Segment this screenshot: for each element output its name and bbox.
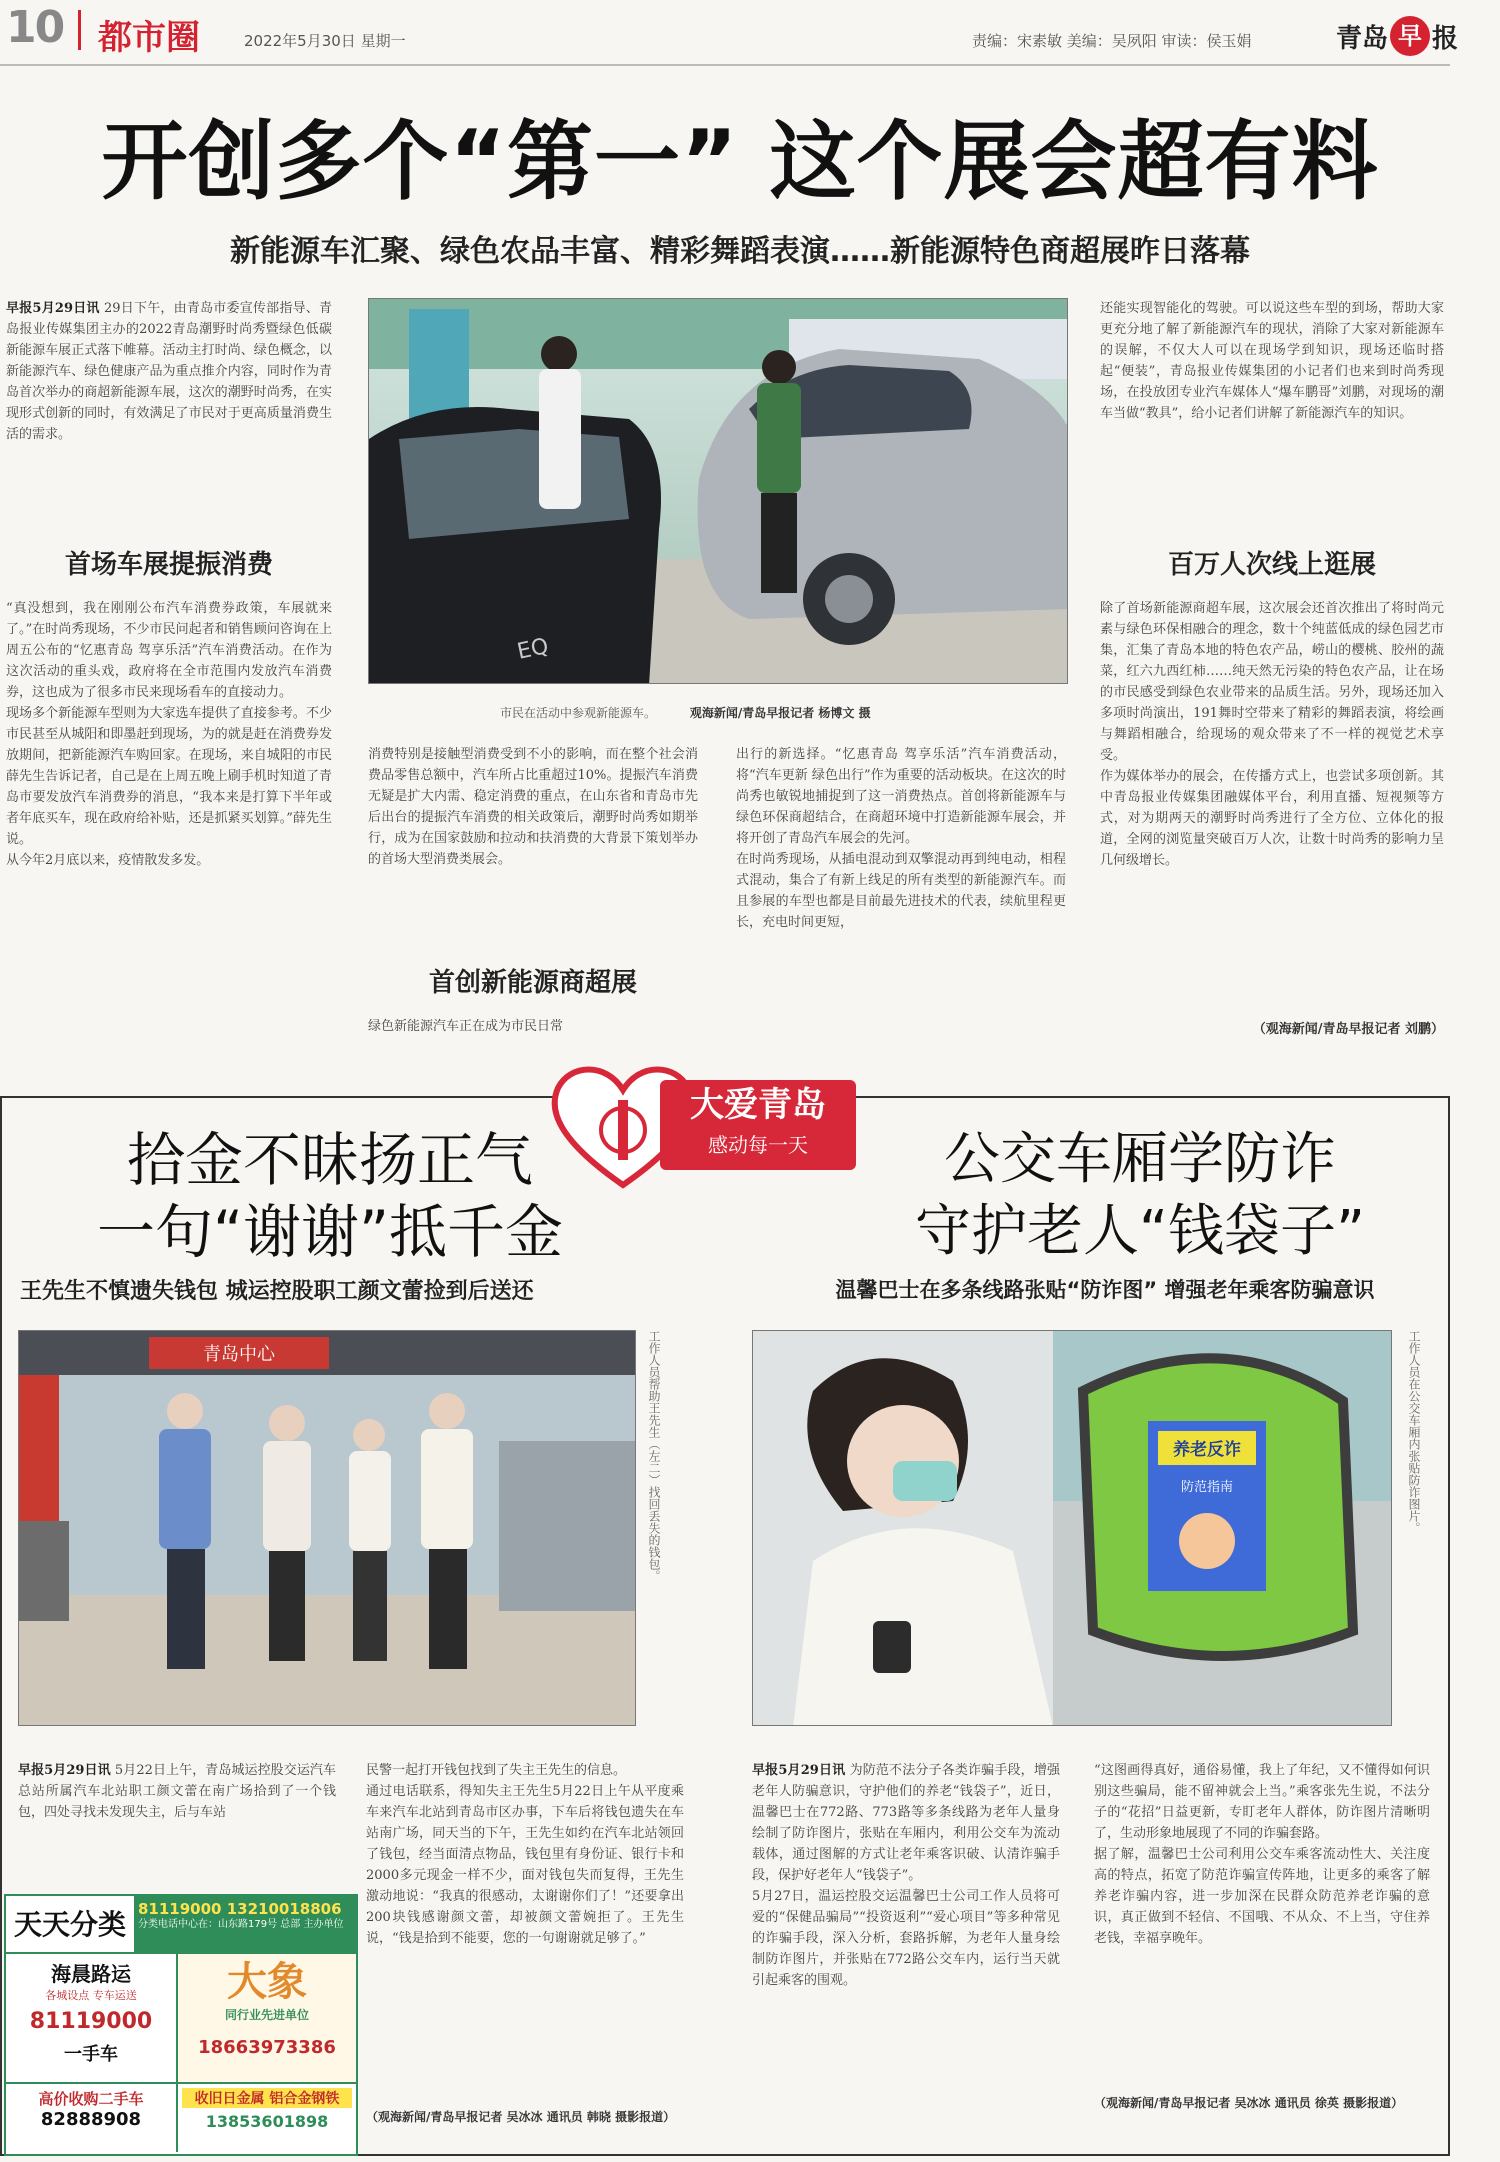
paragraph: 从今年2月底以来，疫情散发多发。 <box>6 853 210 868</box>
ad2-title: 大象 <box>227 1959 307 2005</box>
left-photo-caption: 工作人员帮助王先生（左二）找回丢失的钱包。 <box>647 1330 661 1582</box>
ad1-sub: 各城设点 专车运送 <box>45 1989 137 2002</box>
ad1-phone: 81119000 <box>29 2009 153 2034</box>
editor-credits: 责编：宋素敏 美编：吴夙阳 审读：侯玉娟 <box>972 32 1252 50</box>
ad2-sub: 同行业先进单位 <box>224 2008 309 2022</box>
top-col2-body: 消费特别是接触型消费受到不小的影响，而在整个社会消费品零售总额中，汽车所占比重超过10%。提振汽车消费无疑是扩大内需、稳定消费的重点，在山东省和青岛市先后出台的提振汽车消费的相关政策后，潮野时尚秀如期举行，成为在国家鼓励和拉动和扶消费的大背景下策划举办的首场大型消费类展会。 <box>368 747 698 867</box>
left-headline <box>20 1124 640 1268</box>
classified-address: 分类电话中心在：山东路179号 总部 主办单位 <box>138 1919 344 1930</box>
paragraph: 除了首场新能源商超车展，这次展会还首次推出了将时尚元素与绿色环保相融合的理念，数十个纯蓝低成的绿色园艺市集，汇集了青岛本地的特色农产品，崂山的樱桃、胶州的蔬菜，红六九西红柿……纯天然无污染的特色农产品，让在场的市民感受到绿色农业带来的品质生活。另外，现场还加入多项时尚演出，191舞时空带来了精彩的舞蹈表演，将绘画与舞蹈相融合，给现场的观众带来了不一样的视觉艺术享受。 <box>1100 601 1444 763</box>
photo-wallet-return <box>18 1330 636 1726</box>
ad-box-1 <box>6 1954 178 2082</box>
logo-mark: 早 <box>1390 16 1430 56</box>
banner <box>660 1080 856 1170</box>
classified-ad-block <box>4 1894 358 2156</box>
subhead-first-auto-show: 首场车展提振消费 <box>64 550 273 580</box>
left-story-credit: （观海新闻/青岛早报记者 吴冰冰 通讯员 韩晓 摄影报道） <box>366 2110 676 2124</box>
classified-title: 天天分类 <box>6 1896 134 1952</box>
paragraph: 出行的新选择。“忆惠青岛 驾享乐活”汽车消费活动，将“汽车更新 绿色出行”作为重要的活动板块。在这次的时尚秀也敏锐地捕捉到了这一消费热点。首创将新能源车与绿色环保商超结合，在商超环境中打造新能源车展会，并将开创了青岛汽车展会的先河。 <box>736 747 1066 846</box>
top-col1-intro <box>6 298 332 526</box>
classified-row2 <box>6 2082 356 2152</box>
paragraph: 在时尚秀现场，从插电混动到双擎混动再到纯电动，相程式混动，集合了有新上线足的所有类型的新能源汽车。而且参展的车型也都是目前最先进技术的代表，续航里程更长，充电时间更短， <box>736 852 1066 930</box>
left-col2-body <box>366 1760 684 2104</box>
paragraph: 据了解，温馨巴士公司利用公交车乘客流动性大、关注度高的特点，拓宽了防范诈骗宣传阵地，让更多的乘客了解养老诈骗内容，进一步加深在民群众防范养老诈骗的意识，真正做到不轻信、不国哦、不从众、不上当，守住养老钱，幸福享晚年。 <box>1094 1847 1430 1946</box>
ad4-title: 收旧日金属 铝合金钢铁 <box>182 2088 352 2108</box>
ad-box-4 <box>178 2084 356 2152</box>
car-photo-illustration <box>369 299 1068 684</box>
dateline: 早报5月29日讯 <box>6 301 100 316</box>
ad2-phone: 18663973386 <box>198 2037 336 2058</box>
header-rule <box>0 64 1450 66</box>
right-col1-body <box>752 1760 1060 2142</box>
paragraph: 民警一起打开钱包找到了失主王先生的信息。 <box>366 1763 627 1778</box>
left-subheadline: 王先生不慎遗失钱包 城运控股职工颜文蕾捡到后送还 <box>20 1279 534 1304</box>
main-headline: 开创多个“第一” 这个展会超有料 <box>101 112 1379 212</box>
paragraph: “这图画得真好，通俗易懂，我上了年纪，又不懂得如何识别这些骗局，能不留神就会上当。”乘客张先生说，不法分子的“花招”日益更新，专盯老年人群体，防诈图片清晰明了，生动形象地展现了不同的诈骗套路。 <box>1094 1763 1430 1841</box>
photo-caption: 市民在活动中参观新能源车。 <box>500 706 657 720</box>
classified-row1 <box>6 1954 356 2082</box>
ad1-label: 一手车 <box>64 2044 118 2065</box>
subhead-first-new-energy-mall: 首创新能源商超展 <box>428 968 637 998</box>
paragraph: 作为媒体举办的展会，在传播方式上，也尝试多项创新。其中青岛报业传媒集团融媒体平台，利用直播、短视频等方式，对为期两天的潮野时尚秀进行了全方位、立体化的报道，全网的浏览量突破百万人次，让数十时尚秀的影响力呈几何级增长。 <box>1100 769 1444 868</box>
section-divider <box>78 10 81 50</box>
photo-sign-text: 青岛中心 <box>203 1344 275 1365</box>
page-number: 10 <box>6 2 64 53</box>
paragraph: 通过电话联系，得知失主王先生5月22日上午从平度乘车来汽车北站到青岛市区办事，下车后将钱包遗失在车站南广场，同天当的下午，王先生如约在汽车北站领回了钱包，经当面清点物品，钱包里有身份证、银行卡和2000多元现金一样不少，面对钱包失而复得，王先生激动地说：“我真的很感动，太谢谢你们了！”还要拿出200块钱感谢颜文蕾，却被颜文蕾婉拒了。王先生说，“钱是拾到不能要，您的一句谢谢就足够了。” <box>366 1784 684 1946</box>
ad-box-2 <box>178 1954 356 2082</box>
right-headline-line2: 守护老人“钱袋子” <box>914 1199 1366 1264</box>
photo-bus-anti-fraud <box>752 1330 1392 1726</box>
banner-title: 大爱青岛 <box>690 1085 826 1125</box>
banner-subtitle: 感动每一天 <box>708 1133 808 1157</box>
dateline: 早报5月29日讯 <box>18 1763 111 1778</box>
right-photo-caption: 工作人员在公交车厢内张贴防诈图片。 <box>1407 1330 1421 1534</box>
subhead-million-online: 百万人次线上逛展 <box>1167 550 1376 580</box>
dateline: 早报5月29日讯 <box>752 1763 846 1778</box>
logo-text-bao: 报 <box>1432 23 1459 54</box>
paragraph: 现场多个新能源车型则为大家选车提供了直接参考。不少市民甚至从城阳和即墨赶到现场，为的就是赶在消费券发放期间，把新能源汽车购回家。在现场，来自城阳的市民薛先生告诉记者，自己是在上周五晚上刷手机时知道了青岛市要发放汽车消费券的消息，“我本来是打算下半年或者年底买车，现在政府给补贴，还是抓紧买划算。”薛先生说。 <box>6 706 332 847</box>
classified-header <box>6 1896 356 1954</box>
right-headline <box>840 1124 1440 1268</box>
right-col2-body <box>1094 1760 1430 2080</box>
svg-text:EQ: EQ <box>515 633 551 665</box>
poster-sub-text: 防范指南 <box>1180 1480 1234 1495</box>
left-col1-body <box>18 1760 336 1864</box>
right-subheadline: 温馨巴士在多条线路张贴“防诈图” 增强老年乘客防骗意识 <box>835 1278 1375 1302</box>
top-col4-intro: 还能实现智能化的驾驶。可以说这些车型的到场，帮助大家更充分地了解了新能源汽车的现状，消除了大家对新能源车的误解，不仅大人可以在现场学到知识，现场还临时搭起“便装”，青岛报业传媒集团的小记者们也来到时尚秀现场，在投放团专业汽车媒体人“爆车鹏哥”刘鹏，对现场的潮车当做“教具”，给小记者们讲解了新能源汽车的知识。 <box>1100 301 1444 421</box>
section-name: 都市圈 <box>98 18 200 58</box>
photo-new-energy-car <box>368 298 1068 684</box>
paragraph: 5月27日，温运控股交运温馨巴士公司工作人员将可爱的“保健品骗局”“投资返利”“爱心项目”等多种常见的诈骗手段，深入分析，套路拆解，为老年人量身绘制防诈图片，并张贴在772路公交车内，运行当天就引起乘客的围观。 <box>752 1889 1060 1988</box>
classified-contacts <box>134 1896 356 1952</box>
ad3-title: 高价收购二手车 <box>38 2090 144 2108</box>
left-headline-line1: 拾金不昧扬正气 <box>126 1126 533 1194</box>
right-story-credit: （观海新闻/青岛早报记者 吴冰冰 通讯员 徐英 摄影报道） <box>1094 2096 1404 2110</box>
classified-phones: 81119000 13210018806 <box>138 1900 342 1918</box>
ad-box-3 <box>6 2084 178 2152</box>
photo-credit: 观海新闻/青岛早报记者 杨博文 摄 <box>689 706 871 720</box>
logo-text-qingdao: 青岛 <box>1336 23 1389 54</box>
photo-main-caption-row <box>500 704 1070 721</box>
issue-date: 2022年5月30日 星期一 <box>244 32 406 50</box>
paragraph: 29日下午，由青岛市委宣传部指导、青岛报业传媒集团主办的2022青岛潮野时尚秀暨绿色低碳新能源车展正式落下帷幕。活动主打时尚、绿色概念，以新能源汽车、绿色健康产品为重点推介内容，同时作为青岛首次举办的商超新能源车展，这次的潮野时尚秀，在实现形式创新的同时，有效满足了市民对于更高质量消费生活的需求。 <box>6 301 332 442</box>
top-story-credit: （观海新闻/青岛早报记者 刘鹏） <box>1252 1022 1444 1037</box>
ad3-phone: 82888908 <box>40 2109 142 2130</box>
right-headline-line1: 公交车厢学防诈 <box>944 1127 1336 1192</box>
top-col1-body <box>6 598 332 1042</box>
ad1-title: 海晨路运 <box>51 1962 131 1986</box>
left-headline-line2: 一句“谢谢”抵千金 <box>96 1198 564 1266</box>
main-subheadline: 新能源车汇聚、绿色农品丰富、精彩舞蹈表演……新能源特色商超展昨日落幕 <box>230 234 1250 269</box>
top-col4-body <box>1100 598 1444 1016</box>
paragraph: 5月22日上午，青岛城运控股交运汽车总站所属汽车北站职工颜文蕾在南广场拾到了一个钱包，四处寻找未发现失主，后与车站 <box>18 1763 336 1820</box>
top-col3-body <box>736 744 1066 1042</box>
paragraph: “真没想到，我在刚刚公布汽车消费券政策，车展就来了。”在时尚秀现场，不少市民问起者和销售顾问咨询在上周五公布的“忆惠青岛 驾享乐活”汽车消费活动。在作为这次活动的重头戏，政府将在全市范围内发放汽车消费券，这也成为了很多市民来现场看车的直接动力。 <box>6 601 332 700</box>
paragraph: 为防范不法分子各类诈骗手段，增强老年人防骗意识，守护他们的养老“钱袋子”，近日，温馨巴士在772路、773路等多条线路为老年人量身绘制了防诈图片，张贴在车厢内，利用公交车为流动载体，通过图解的方式让老年乘客识破、认清诈骗手段，保护好老年人“钱袋子”。 <box>752 1763 1060 1883</box>
top-col2-tail: 绿色新能源汽车正在成为市民日常 <box>368 1019 564 1034</box>
poster-title-text: 养老反诈 <box>1173 1440 1241 1460</box>
ad4-phone: 13853601898 <box>205 2112 329 2131</box>
newspaper-logo <box>1336 14 1458 58</box>
